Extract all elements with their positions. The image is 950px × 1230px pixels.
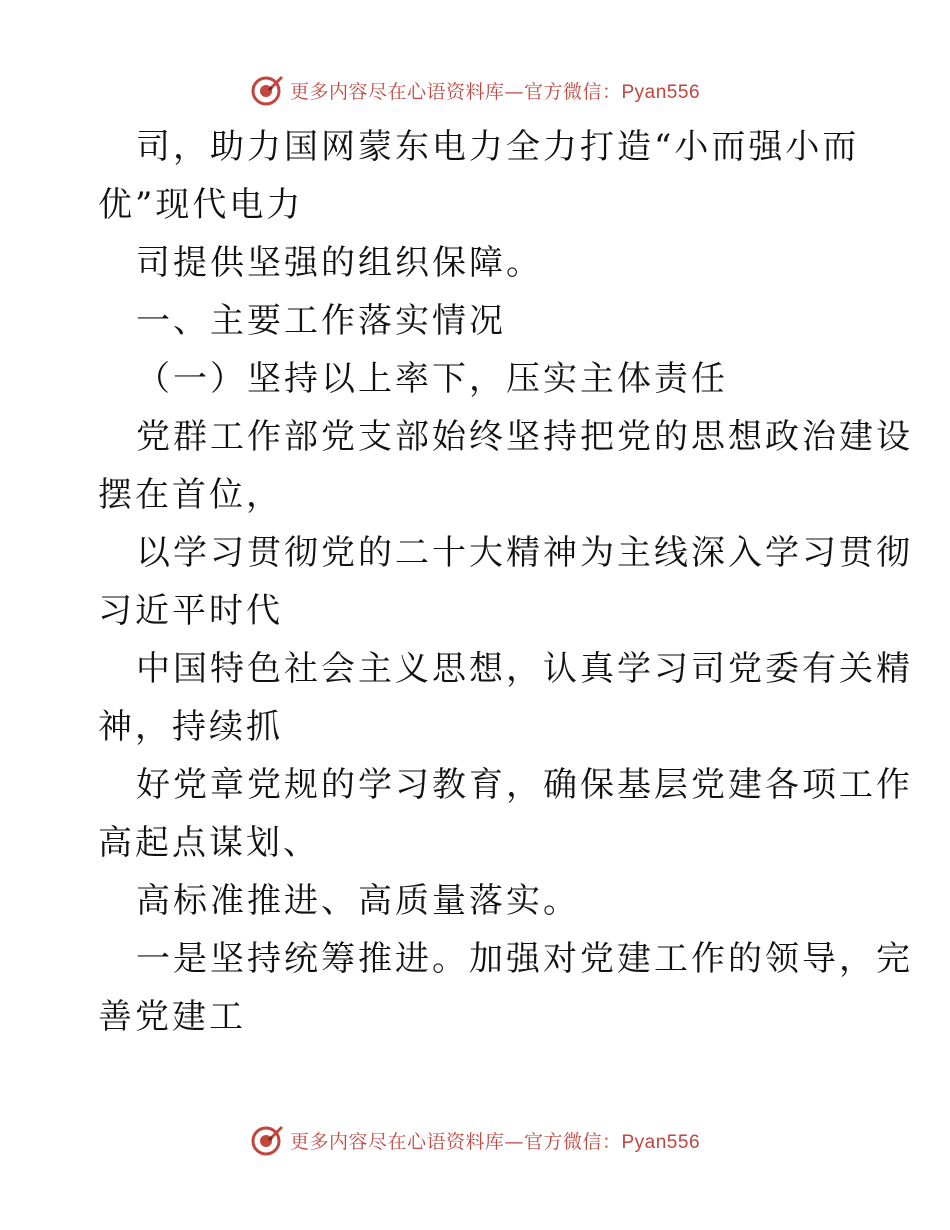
banner-separator: — — [504, 80, 524, 103]
body-line: 司，助力国网蒙东电力全力打造“小而强小而 — [136, 127, 860, 167]
body-line: 神，持续抓 — [98, 707, 283, 747]
body-line: 善党建工 — [98, 997, 246, 1037]
banner-text — [290, 1127, 700, 1154]
banner-wechat-id: Pyan556 — [621, 81, 701, 103]
document-body — [98, 118, 913, 1046]
banner-text — [290, 77, 700, 104]
section-heading: 一、主要工作落实情况 — [136, 301, 506, 341]
pen-logo-icon — [250, 1123, 284, 1157]
body-line: 好党章党规的学习教育，确保基层党建各项工作 — [136, 765, 913, 805]
pen-logo-icon — [250, 73, 284, 107]
body-line: 中国特色社会主义思想，认真学习司党委有关精 — [136, 649, 913, 689]
body-line: 高标准推进、高质量落实。 — [136, 881, 580, 921]
body-line: 摆在首位， — [98, 475, 283, 515]
banner-official-label: 官方微信： — [523, 1130, 622, 1153]
banner-official-label: 官方微信： — [523, 80, 622, 103]
body-line: 优”现代电力 — [98, 185, 304, 225]
body-line: 党群工作部党支部始终坚持把党的思想政治建设 — [136, 417, 913, 457]
header-banner — [0, 70, 950, 110]
banner-separator: — — [504, 1130, 524, 1153]
subsection-heading: （一）坚持以上率下，压实主体责任 — [136, 359, 728, 399]
footer-banner — [0, 1120, 950, 1160]
banner-title: 更多内容尽在心语资料库 — [289, 80, 505, 103]
banner-wechat-id: Pyan556 — [621, 1131, 701, 1153]
body-line: 习近平时代 — [98, 591, 283, 631]
body-line: 司提供坚强的组织保障。 — [136, 243, 543, 283]
body-line: 以学习贯彻党的二十大精神为主线深入学习贯彻 — [136, 533, 913, 573]
body-line: 一是坚持统筹推进。加强对党建工作的领导，完 — [136, 939, 913, 979]
body-line: 高起点谋划、 — [98, 823, 320, 863]
banner-title: 更多内容尽在心语资料库 — [289, 1130, 505, 1153]
